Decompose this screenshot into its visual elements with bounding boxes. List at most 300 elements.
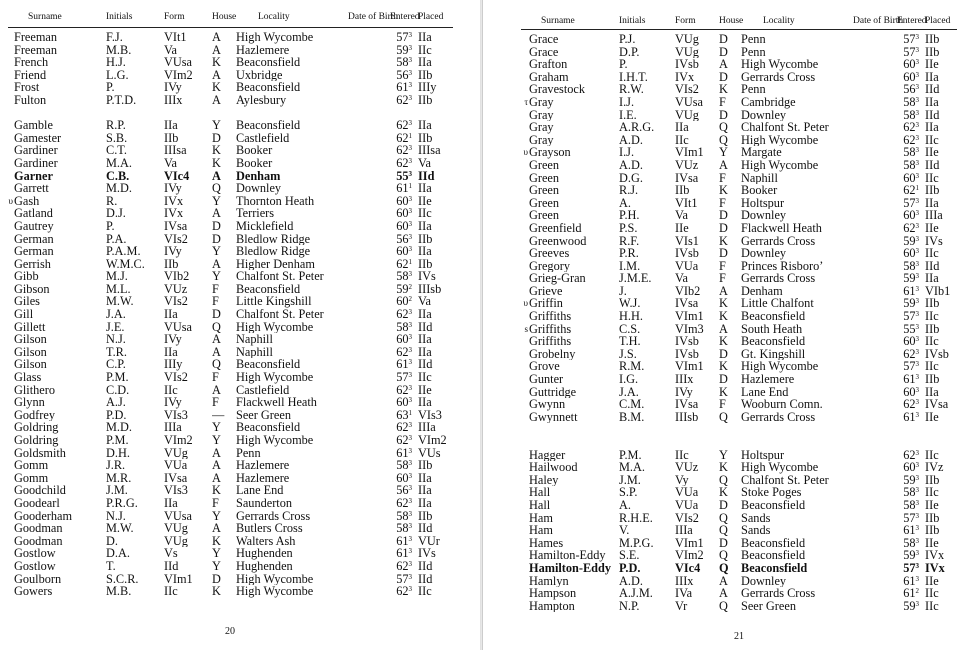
entered-year: 57 [903, 45, 916, 59]
header-house: House [212, 10, 236, 28]
entered-cell [390, 220, 418, 233]
header-initials: Initials [106, 10, 164, 28]
prefix-mark [521, 260, 529, 273]
entered-term: 3 [408, 308, 412, 317]
header-form: Form [164, 10, 212, 28]
locality-cell: Beaconsfield [741, 335, 806, 348]
house-cell: K [719, 385, 728, 399]
entered-cell [897, 209, 925, 222]
entered-term: 3 [915, 373, 919, 382]
dob-cell [348, 409, 390, 422]
surname-cell: Godfrey [14, 408, 55, 422]
surname-cell: Hampton [529, 599, 575, 613]
dob-cell [348, 182, 390, 195]
entered-cell [897, 121, 925, 134]
entered-year: 58 [903, 146, 916, 159]
entered-year: 62 [396, 559, 409, 573]
table-row [8, 132, 453, 145]
initials-cell: P.M. [106, 434, 129, 447]
form-cell: VIm2 [164, 68, 193, 82]
initials-cell: I.J. [619, 95, 635, 109]
prefix-mark [521, 411, 529, 424]
prefix-mark [521, 512, 529, 525]
locality-cell: Chalfont St. Peter [741, 473, 829, 487]
initials-cell: T.R. [106, 345, 127, 359]
initials-cell: M.W. [106, 522, 134, 535]
surname-cell: Gwynn [529, 398, 566, 411]
table-row [521, 71, 957, 84]
dob-cell [348, 333, 390, 346]
dob-cell [348, 157, 390, 170]
entered-cell [897, 562, 925, 575]
entered-year: 61 [396, 534, 409, 548]
entered-term: 3 [915, 524, 919, 533]
entered-year: 57 [396, 371, 409, 384]
form-cell: VUa [675, 259, 699, 273]
prefix-mark [521, 310, 529, 323]
prefix-mark [521, 121, 529, 134]
entered-cell [390, 459, 418, 472]
table-row [8, 346, 453, 359]
house-cell: F [212, 282, 219, 296]
header-placed: Placed [418, 10, 453, 28]
placed-cell: IIc [925, 171, 939, 185]
table-row [8, 371, 453, 384]
locality-cell: Hazlemere [741, 373, 795, 386]
entered-year: 62 [903, 448, 916, 462]
placed-cell: IIb [418, 459, 433, 472]
entered-term: 1 [408, 131, 412, 140]
entered-term: 3 [915, 196, 919, 205]
entered-term: 3 [408, 559, 412, 568]
header-house: House [719, 16, 741, 30]
entered-term: 3 [915, 297, 919, 306]
entered-year: 60 [903, 385, 916, 399]
entered-term: 3 [408, 333, 412, 342]
initials-cell: S.B. [106, 131, 128, 145]
locality-cell: Downley [741, 574, 787, 588]
table-row [521, 272, 957, 285]
placed-cell: IIb [418, 257, 433, 271]
form-cell: VIs1 [675, 234, 699, 248]
table-row [8, 396, 453, 409]
initials-cell: D.A. [106, 547, 130, 560]
dob-cell [853, 474, 897, 487]
locality-cell: Seer Green [236, 408, 291, 422]
form-cell: VIs2 [164, 232, 188, 246]
surname-cell: Garrett [14, 182, 49, 195]
dob-cell [348, 497, 390, 510]
initials-cell: J.R. [106, 459, 126, 472]
initials-cell: B.M. [619, 410, 645, 424]
initials-cell: M.D. [106, 182, 132, 195]
entered-year: 61 [396, 182, 409, 195]
form-cell: VUg [675, 108, 699, 122]
initials-cell: C.P. [106, 358, 126, 372]
house-cell: D [719, 32, 728, 46]
placed-cell: IIIa [925, 209, 943, 222]
dob-cell [853, 46, 897, 59]
locality-cell: Holtspur [741, 448, 785, 462]
entered-year: 57 [903, 32, 916, 46]
placed-cell: IIb [418, 509, 433, 523]
table-row [521, 348, 957, 361]
surname-cell: Green [529, 158, 560, 172]
house-cell: Q [212, 320, 221, 334]
dob-cell [853, 172, 897, 185]
initials-cell: P.H. [619, 209, 640, 222]
locality-cell: Downley [236, 182, 282, 195]
entered-cell [897, 83, 925, 96]
dob-cell [853, 537, 897, 550]
table-row [8, 144, 453, 157]
entered-year: 57 [396, 572, 409, 586]
dob-cell [853, 184, 897, 197]
entered-term: 3 [915, 536, 919, 545]
dob-cell [348, 547, 390, 560]
initials-cell: A.D. [619, 158, 643, 172]
locality-cell: Downley [741, 209, 787, 222]
placed-cell: IIe [925, 574, 939, 588]
entered-year: 62 [396, 434, 409, 447]
house-cell: Y [212, 194, 221, 208]
table-row [8, 333, 453, 346]
locality-cell: Denham [236, 169, 281, 183]
surname-cell: Glynn [14, 396, 45, 409]
initials-cell: M.J. [106, 270, 128, 283]
dob-cell [853, 83, 897, 96]
entered-year: 61 [903, 410, 916, 424]
surname-cell: Gatland [14, 207, 53, 220]
placed-cell: IIa [418, 396, 432, 409]
header-row [521, 16, 957, 30]
entered-cell [897, 96, 925, 109]
initials-cell: D.P. [619, 45, 640, 59]
surname-cell: Freeman [14, 30, 58, 44]
entered-term: 3 [408, 232, 412, 241]
initials-cell: J.S. [619, 347, 637, 361]
entered-year: 58 [903, 486, 916, 499]
form-cell: IIa [164, 345, 178, 359]
entered-cell [390, 585, 418, 598]
house-cell: A [212, 30, 221, 44]
placed-cell: IIa [418, 219, 432, 233]
prefix-mark [521, 197, 529, 210]
table-row [521, 184, 957, 197]
entered-term: 3 [915, 146, 919, 155]
initials-cell: J.A. [106, 308, 126, 321]
table-row [521, 159, 957, 172]
entered-cell [390, 233, 418, 246]
register-rows-left [8, 28, 453, 598]
table-row [521, 323, 957, 336]
form-cell: IIc [675, 448, 689, 462]
house-cell: D [719, 536, 728, 550]
dob-cell [853, 134, 897, 147]
entered-cell [390, 560, 418, 573]
surname-cell: Hamlyn [529, 574, 569, 588]
house-cell: A [719, 322, 728, 336]
placed-cell: IIb [418, 232, 433, 246]
dob-cell [853, 222, 897, 235]
prefix-mark [521, 398, 529, 411]
entered-term: 3 [408, 81, 412, 90]
entered-cell [390, 144, 418, 157]
prefix-mark [521, 537, 529, 550]
house-cell: K [719, 360, 728, 374]
entered-cell [897, 46, 925, 59]
dob-cell [348, 522, 390, 535]
house-cell: A [212, 169, 221, 183]
placed-cell: IVx [925, 561, 945, 575]
surname-cell: Grove [529, 360, 560, 374]
form-cell: IIIsb [675, 410, 699, 424]
table-row [8, 321, 453, 334]
locality-cell: Sands [741, 511, 771, 525]
table-row [521, 235, 957, 248]
locality-cell: Gerrards Cross [741, 70, 816, 84]
form-cell: VUg [675, 45, 699, 59]
placed-cell: IVsa [925, 398, 949, 411]
locality-cell: Beaconsfield [236, 282, 301, 296]
placed-cell: IIc [418, 371, 432, 384]
entered-year: 57 [903, 196, 916, 210]
house-cell: D [719, 347, 728, 361]
entered-cell [897, 197, 925, 210]
entered-cell [390, 396, 418, 409]
entered-year: 59 [903, 599, 916, 613]
entered-cell [390, 94, 418, 107]
entered-term: 3 [915, 561, 919, 570]
house-cell: A [212, 333, 221, 346]
entered-year: 62 [396, 93, 409, 107]
entered-term: 3 [915, 33, 919, 41]
dob-cell [853, 524, 897, 537]
locality-cell: Downley [741, 247, 787, 260]
table-row [521, 600, 957, 613]
entered-cell [897, 461, 925, 474]
placed-cell: IId [925, 259, 940, 273]
form-cell: Va [164, 156, 177, 170]
table-row [8, 585, 453, 598]
house-cell: Y [719, 448, 728, 462]
locality-cell: Micklefield [236, 219, 294, 233]
entered-term: 3 [408, 547, 412, 556]
surname-cell: Gray [529, 108, 554, 122]
initials-cell: C.M. [619, 398, 645, 411]
entered-cell [897, 146, 925, 159]
dob-cell [853, 197, 897, 210]
placed-cell: Va [418, 156, 431, 170]
entered-cell [390, 510, 418, 523]
table-row [521, 335, 957, 348]
initials-cell: R.F. [619, 234, 640, 248]
header-entered: Entered [897, 16, 925, 30]
entered-year: 57 [903, 360, 916, 374]
form-cell: IVa [675, 587, 693, 600]
house-cell: Q [719, 549, 728, 562]
dob-cell [853, 272, 897, 285]
locality-cell: Castlefield [236, 383, 290, 397]
form-cell: VUz [675, 461, 699, 474]
entered-cell [897, 600, 925, 613]
placed-cell: IIe [925, 410, 939, 424]
prefix-mark [521, 209, 529, 222]
entered-term: 3 [408, 56, 412, 65]
placed-cell: VUs [418, 446, 441, 460]
locality-cell: Gerrards Cross [741, 410, 816, 424]
table-row [521, 512, 957, 525]
entered-year: 57 [903, 310, 916, 323]
surname-cell: Goodearl [14, 496, 60, 510]
dob-cell [853, 247, 897, 260]
initials-cell: J.M. [106, 484, 128, 497]
initials-cell: S.E. [619, 549, 640, 562]
house-cell: D [719, 45, 728, 59]
prefix-mark [521, 335, 529, 348]
prefix-mark [521, 474, 529, 487]
entered-year: 58 [903, 498, 916, 512]
entered-term: 3 [408, 383, 412, 392]
surname-cell: Goodman [14, 534, 63, 548]
form-cell: VIm1 [675, 146, 704, 159]
placed-cell: IIc [418, 207, 432, 220]
placed-cell: IIc [925, 133, 939, 147]
entered-term: 3 [915, 498, 919, 507]
entered-term: 3 [408, 93, 412, 102]
locality-cell: Lane End [741, 385, 789, 399]
form-cell: IIa [164, 496, 178, 510]
entered-cell [390, 434, 418, 447]
placed-cell: IIb [925, 511, 940, 525]
table-row [8, 497, 453, 510]
initials-cell: M.W. [106, 295, 134, 309]
form-cell: VIm2 [164, 434, 193, 447]
page-number: 21 [734, 631, 744, 642]
prefix-mark [521, 58, 529, 71]
house-cell: K [212, 585, 221, 598]
surname-cell: Grace [529, 32, 559, 46]
form-cell: IIc [164, 383, 178, 397]
entered-term: 3 [408, 572, 412, 581]
entered-year: 61 [396, 446, 409, 460]
initials-cell: R. [106, 194, 118, 208]
entered-cell [897, 297, 925, 310]
locality-cell: Higher Denham [236, 257, 315, 271]
surname-cell: Gardiner [14, 156, 58, 170]
entered-year: 60 [903, 70, 916, 84]
table-row [521, 30, 957, 46]
initials-cell: P.S. [619, 221, 638, 235]
table-row [8, 157, 453, 170]
initials-cell: P. [106, 219, 115, 233]
table-row [8, 421, 453, 434]
initials-cell: R.W. [619, 83, 644, 96]
dob-cell [348, 447, 390, 460]
entered-term: 3 [915, 461, 919, 470]
surname-cell: Grayson [529, 146, 571, 159]
table-row [521, 575, 957, 588]
entered-cell [390, 308, 418, 321]
initials-cell: M.L. [106, 282, 131, 296]
prefix-mark: υ [523, 147, 528, 158]
form-cell: IIIx [675, 373, 694, 386]
locality-cell: Hazlemere [236, 459, 290, 472]
table-row [8, 409, 453, 422]
entered-term: 3 [408, 522, 412, 531]
locality-cell: South Heath [741, 322, 803, 336]
locality-cell: Beaconsfield [741, 498, 806, 512]
entered-year: 62 [903, 133, 916, 147]
placed-cell: IIb [925, 524, 940, 537]
prefix-mark: τ [524, 96, 528, 107]
entered-cell [390, 409, 418, 422]
table-row [521, 486, 957, 499]
entered-term: 3 [915, 284, 919, 293]
entered-cell [390, 295, 418, 308]
spacer-cell [521, 436, 957, 449]
table-row [8, 119, 453, 132]
locality-cell: Beaconsfield [236, 56, 301, 69]
form-cell: IVsa [164, 471, 188, 485]
house-cell: Q [719, 410, 728, 424]
dob-cell [348, 510, 390, 523]
entered-year: 58 [396, 522, 409, 535]
house-cell: K [719, 335, 728, 348]
placed-cell: IId [925, 158, 940, 172]
initials-cell: P.M. [619, 448, 642, 462]
form-cell: IVsb [675, 247, 699, 260]
placed-cell: IIa [418, 30, 432, 44]
form-cell: IIIsa [164, 144, 187, 157]
placed-cell: VIs3 [418, 408, 442, 422]
prefix-mark [521, 272, 529, 285]
form-cell: VUa [675, 498, 699, 512]
entered-year: 56 [396, 232, 409, 246]
entered-year: 61 [903, 373, 916, 386]
form-cell: VIs2 [675, 511, 699, 525]
locality-cell: Hazlemere [236, 471, 290, 485]
surname-cell: Goodman [14, 522, 63, 535]
register-rows-right [521, 30, 957, 613]
placed-cell: IVx [925, 549, 945, 562]
table-row [521, 172, 957, 185]
house-cell: A [212, 68, 221, 82]
placed-cell: VIm2 [418, 434, 447, 447]
header-placed: Placed [925, 16, 957, 30]
entered-year: 60 [396, 207, 409, 220]
form-cell: VIt1 [164, 30, 187, 44]
entered-cell [390, 321, 418, 334]
entered-term: 3 [408, 509, 412, 518]
placed-cell: IIb [418, 131, 433, 145]
entered-term: 3 [408, 245, 412, 254]
entered-cell [897, 310, 925, 323]
form-cell: IVy [164, 245, 182, 258]
table-row [8, 270, 453, 283]
entered-year: 60 [396, 295, 409, 309]
prefix-mark [521, 30, 529, 46]
dob-cell [853, 58, 897, 71]
initials-cell: P.D. [106, 408, 127, 422]
placed-cell: IIIsb [418, 282, 442, 296]
entered-year: 62 [903, 184, 916, 197]
dob-cell [348, 56, 390, 69]
dob-cell [348, 81, 390, 94]
surname-cell: Gerrish [14, 257, 51, 271]
surname-cell: French [14, 56, 49, 69]
dob-cell [853, 209, 897, 222]
